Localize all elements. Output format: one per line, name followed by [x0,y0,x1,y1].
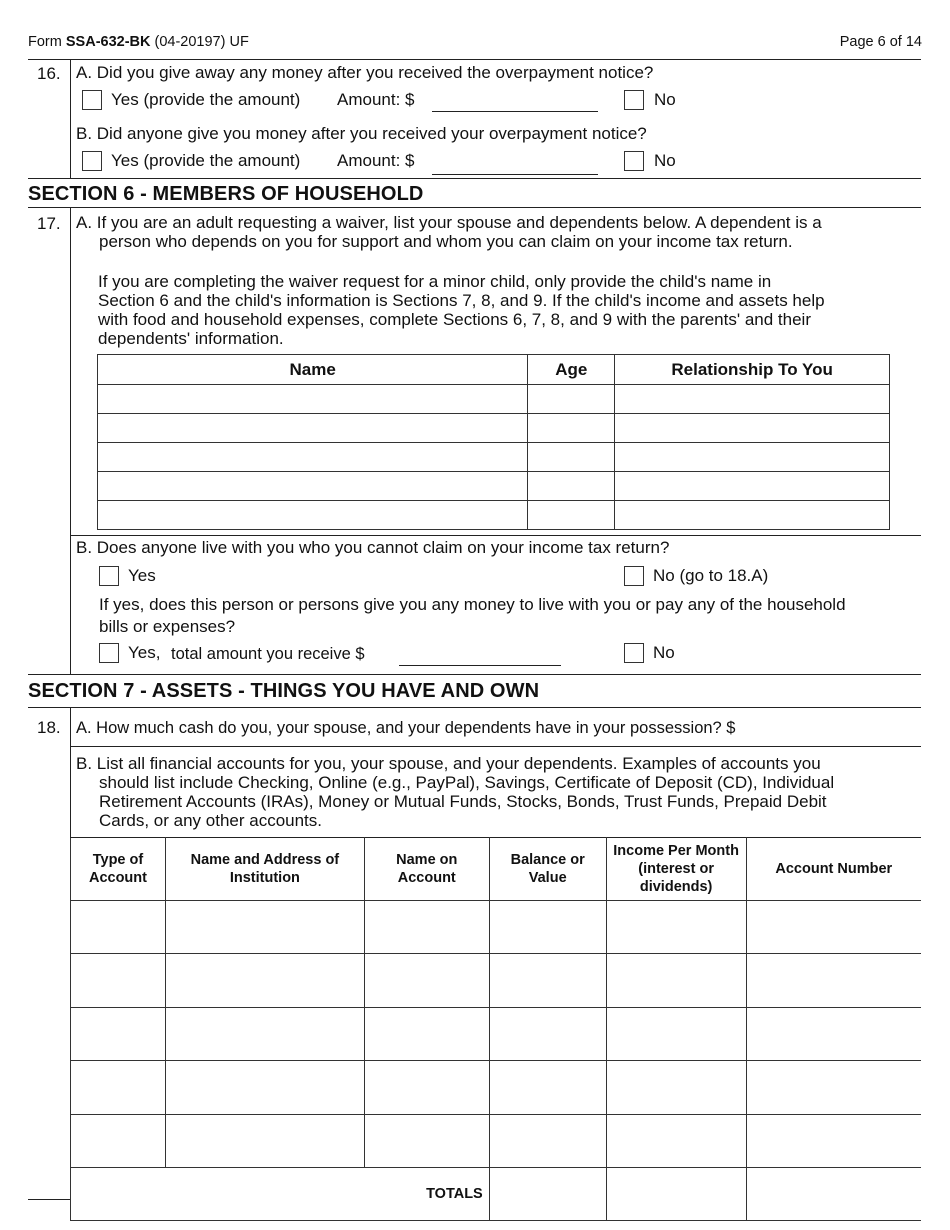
income-cell[interactable] [606,1061,746,1114]
q17b-no-label: No (go to 18.A) [653,566,769,585]
q17b-followup-line-2: bills or expenses? [99,617,236,636]
account-number-cell[interactable] [746,901,921,954]
type-cell[interactable] [71,1007,166,1060]
q17a-line-2: person who depends on you for support and whom you can claim on your income tax return. [99,232,793,251]
q17b-no-checkbox[interactable] [624,566,644,586]
q16-left-rule [70,59,71,178]
q17-left-rule [70,207,71,674]
section-7-title: SECTION 7 - ASSETS - THINGS YOU HAVE AND OWN [28,680,540,702]
q17a-line-1: A. If you are an adult requesting a waiver, list your spouse and dependents below. A dependent is a [76,213,822,232]
col-name-on-account-header: Name on Account [364,838,489,901]
name-cell[interactable] [98,501,528,530]
q16b-amount-field[interactable] [432,174,598,175]
q16b-amount-label: Amount: $ [337,151,415,170]
type-cell[interactable] [71,1114,166,1167]
balance-cell[interactable] [489,901,606,954]
q18b-line-2: should list include Checking, Online (e.g., PayPal), Savings, Certificate of Deposit (CD), Individual [99,773,835,792]
table-row [71,1061,922,1114]
table-row [71,1007,922,1060]
balance-cell[interactable] [489,1007,606,1060]
question-17-number: 17. [37,214,61,233]
age-cell[interactable] [528,414,615,443]
q17b-yes-checkbox[interactable] [99,566,119,586]
type-cell[interactable] [71,954,166,1007]
name-cell[interactable] [98,472,528,501]
account-number-cell[interactable] [746,1114,921,1167]
col-income-header: Income Per Month (interest or dividends) [606,838,746,901]
name-on-account-cell[interactable] [364,954,489,1007]
balance-total-cell[interactable] [489,1167,606,1220]
balance-cell[interactable] [489,1061,606,1114]
q16a-yes-checkbox[interactable] [82,90,102,110]
q17-bottom-rule [28,674,921,675]
q18b-line-4: Cards, or any other accounts. [99,811,323,830]
q17-minor-line-3: with food and household expenses, complete Sections 6, 7, 8, and 9 with the parents' and their [98,310,811,329]
q18b-line-3: Retirement Accounts (IRAs), Money or Mutual Funds, Stocks, Bonds, Trust Funds, Prepaid Debit [99,792,827,811]
q16-bottom-rule [28,178,921,179]
table-row [98,501,890,530]
q16b-question: B. Did anyone give you money after you received your overpayment notice? [76,124,647,143]
balance-cell[interactable] [489,954,606,1007]
account-total-cell [746,1167,921,1220]
account-number-cell[interactable] [746,1007,921,1060]
balance-cell[interactable] [489,1114,606,1167]
q17-minor-line-4: dependents' information. [98,329,284,348]
col-institution-header: Name and Address of Institution [165,838,364,901]
table-row [71,1114,922,1167]
institution-cell[interactable] [165,1007,364,1060]
q17b-question: B. Does anyone live with you who you cannot claim on your income tax return? [76,538,670,557]
col-balance-header: Balance or Value [489,838,606,901]
q16a-amount-label: Amount: $ [337,90,415,109]
q16a-question: A. Did you give away any money after you received the overpayment notice? [76,63,654,82]
income-total-cell[interactable] [606,1167,746,1220]
name-cell[interactable] [98,443,528,472]
table-row [71,954,922,1007]
q17b-followup-no-checkbox[interactable] [624,643,644,663]
age-cell[interactable] [528,443,615,472]
name-on-account-cell[interactable] [364,1061,489,1114]
q17-minor-line-1: If you are completing the waiver request for a minor child, only provide the child's name in [98,272,772,291]
name-on-account-cell[interactable] [364,1007,489,1060]
age-cell[interactable] [528,472,615,501]
q17b-followup-yes-checkbox[interactable] [99,643,119,663]
col-name-header: Name [98,355,528,385]
income-cell[interactable] [606,1114,746,1167]
table-header-row [98,355,890,385]
q16a-no-checkbox[interactable] [624,90,644,110]
q16a-amount-field[interactable] [432,111,598,112]
income-cell[interactable] [606,1007,746,1060]
table-row [98,385,890,414]
question-18-number: 18. [37,718,61,737]
q16a-yes-label: Yes (provide the amount) [111,90,301,109]
financial-accounts-table [70,837,921,1221]
col-relationship-header: Relationship To You [615,355,890,385]
q16a-no-label: No [654,90,676,109]
section-6-rule [28,207,921,208]
account-number-cell[interactable] [746,954,921,1007]
q16b-no-label: No [654,151,676,170]
q17b-followup-yes-label: Yes, [128,643,161,662]
totals-row [71,1167,922,1220]
income-cell[interactable] [606,954,746,1007]
page-bottom-rule [28,1199,70,1200]
name-cell[interactable] [98,385,528,414]
section-6-title: SECTION 6 - MEMBERS OF HOUSEHOLD [28,183,424,205]
account-number-cell[interactable] [746,1061,921,1114]
relationship-cell[interactable] [615,472,890,501]
q18a-question: A. How much cash do you, your spouse, and your dependents have in your possession? $ [76,719,736,737]
form-prefix: Form [28,34,62,50]
relationship-cell[interactable] [615,501,890,530]
q16b-yes-checkbox[interactable] [82,151,102,171]
col-type-header: Type of Account [71,838,166,901]
section-7-rule [28,707,921,708]
q17b-total-label: total amount you receive $ [171,645,365,663]
form-id: SSA-632-BK [65,34,151,50]
q17b-top-rule [70,535,921,536]
q17b-followup-no-label: No [653,643,675,662]
type-cell[interactable] [71,901,166,954]
income-cell[interactable] [606,901,746,954]
q18a-bottom-rule [70,746,921,747]
name-cell[interactable] [98,414,528,443]
institution-cell[interactable] [165,1114,364,1167]
q16b-yes-label: Yes (provide the amount) [111,151,301,170]
page-number: Page 6 of 14 [839,34,922,50]
q17b-total-amount-field[interactable] [399,665,561,666]
q16b-no-checkbox[interactable] [624,151,644,171]
table-row [71,901,922,954]
table-header-row [71,838,922,901]
relationship-cell[interactable] [615,443,890,472]
institution-cell[interactable] [165,1061,364,1114]
table-row [98,414,890,443]
age-cell[interactable] [528,385,615,414]
q17b-yes-label: Yes [128,566,156,585]
col-age-header: Age [528,355,615,385]
form-identifier [28,34,249,50]
col-account-number-header: Account Number [746,838,921,901]
type-cell[interactable] [71,1061,166,1114]
relationship-cell[interactable] [615,414,890,443]
form-suffix: (04-20197) UF [154,34,249,50]
header-divider [28,59,921,60]
table-row [98,472,890,501]
q18b-line-1: B. List all financial accounts for you, your spouse, and your dependents. Examples of accounts you [76,754,821,773]
totals-label: TOTALS [71,1167,490,1220]
q17-minor-line-2: Section 6 and the child's information is Sections 7, 8, and 9. If the child's income and assets help [98,291,825,310]
relationship-cell[interactable] [615,385,890,414]
institution-cell[interactable] [165,954,364,1007]
name-on-account-cell[interactable] [364,1114,489,1167]
q17b-followup-line-1: If yes, does this person or persons give you any money to live with you or pay any of the household [99,595,846,614]
name-on-account-cell[interactable] [364,901,489,954]
question-16-number: 16. [37,64,61,83]
age-cell[interactable] [528,501,615,530]
household-members-table [97,354,890,530]
table-row [98,443,890,472]
institution-cell[interactable] [165,901,364,954]
